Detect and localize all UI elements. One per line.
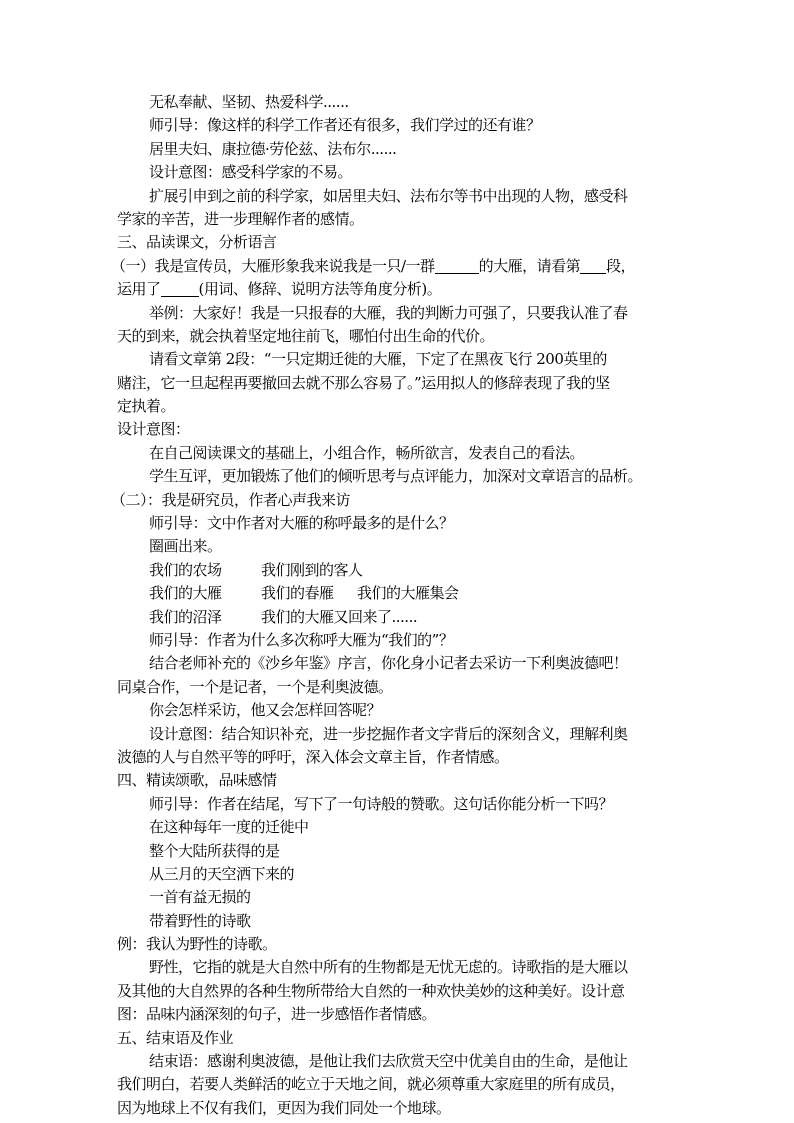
text-line: 定执着。 — [117, 397, 176, 416]
text-line: 请看文章第 2段：“一只定期迁徙的大雁，下定了在黑夜飞行 200英里的 — [149, 350, 607, 369]
text-line: 学家的辛苦，进一步理解作者的感情。 — [117, 209, 364, 228]
section-heading-5: 五、结束语及作业 — [117, 1028, 234, 1047]
text-line: 师引导：作者在结尾，写下了一句诗般的赞歌。这句话你能分析一下吗？ — [149, 794, 614, 813]
text-line — [117, 278, 683, 301]
address-term: 我们刚到的客人 — [261, 560, 363, 579]
address-term: 我们的春雁 — [261, 584, 334, 603]
text-line: 结合老师补充的《沙乡年鉴》序言，你化身小记者去采访一下利奥波德吧！ — [149, 654, 628, 673]
text-line: 结束语：感谢利奥波德，是他让我们去欣赏天空中优美自由的生命，是他让 — [149, 1052, 628, 1071]
text-line: 赌注，它一旦起程再要撤回去就不那么容易了。”运用拟人的修辞表现了我的坚 — [117, 373, 610, 392]
text-line: 居里夫妇、康拉德·劳伦兹、法布尔...... — [149, 139, 397, 158]
section-heading-3: 三、品读课文，分析语言 — [117, 233, 277, 252]
text-line: 举例：大家好！我是一只报春的大雁，我的判断力可强了，只要我认准了春 — [149, 303, 628, 322]
list-item — [117, 606, 683, 629]
address-term: 我们的大雁集会 — [357, 584, 459, 603]
text-line: 野性，它指的就是大自然中所有的生物都是无忧无虑的。诗歌指的是大雁以 — [149, 958, 628, 977]
address-term: 我们的大雁 — [149, 584, 222, 603]
text-line: 及其他的大自然界的各种生物所带给大自然的一种欢快美妙的这种美好。设计意 — [117, 981, 625, 1000]
text-fragment: （一）我是宣传员，大雁形象我来说我是一只/一群 — [111, 256, 435, 275]
text-line — [111, 255, 683, 278]
list-item — [117, 559, 683, 582]
text-line: 因为地球上不仅有我们，更因为我们同处一个地球。 — [117, 1098, 451, 1117]
address-term: 我们的大雁又回来了...... — [261, 607, 418, 626]
text-line: 在自己阅读课文的基础上，小组合作，畅所欲言，发表自己的看法。 — [149, 443, 585, 462]
document-page — [111, 91, 683, 1120]
text-line: 天的到来，就会执着坚定地往前飞，哪怕付出生命的代价。 — [117, 326, 495, 345]
address-term: 我们的沼泽 — [149, 607, 222, 626]
text-line: 我们明白，若要人类鲜活的屹立于天地之间，就必须尊重大家庭里的所有成员， — [117, 1075, 625, 1094]
text-line: 你会怎样采访，他又会怎样回答呢？ — [149, 701, 382, 720]
poem-line: 在这种每年一度的迁徙中 — [149, 818, 309, 837]
text-line: 例：我认为野性的诗歌。 — [117, 935, 277, 954]
poem-line: 从三月的天空洒下来的 — [149, 864, 295, 883]
text-fragment: (用词、修辞、说明方法等角度分析)。 — [198, 280, 442, 299]
text-line: 设计意图： — [117, 420, 190, 439]
text-fragment: 的大雁，请看第 — [478, 256, 581, 275]
poem-line: 带着野性的诗歌 — [149, 911, 251, 930]
poem-line: 整个大陆所获得的是 — [149, 841, 280, 860]
text-line: 师引导：作者为什么多次称呼大雁为“我们的”？ — [149, 630, 454, 649]
fill-blank — [161, 280, 199, 297]
text-line: 扩展引申到之前的科学家，如居里夫妇、法布尔等书中出现的人物，感受科 — [149, 186, 628, 205]
address-term: 我们的农场 — [149, 560, 222, 579]
text-line: 同桌合作，一个是记者，一个是利奥波德。 — [117, 677, 393, 696]
text-fragment: 运用了 — [117, 280, 161, 299]
text-line: 师引导：文中作者对大雁的称呼最多的是什么？ — [149, 514, 454, 533]
text-line: 师引导：像这样的科学工作者还有很多，我们学过的还有谁？ — [149, 116, 541, 135]
text-line: 设计意图：感受科学家的不易。 — [149, 163, 353, 182]
text-line: （二）：我是研究员，作者心声我来访 — [111, 490, 351, 509]
text-line: 波德的人与自然平等的呼吁，深入体会文章主旨，作者情感。 — [117, 747, 509, 766]
poem-line: 一首有益无损的 — [149, 888, 251, 907]
text-line: 设计意图：结合知识补充，进一步挖掘作者文字背后的深刻含义，理解利奥 — [149, 724, 628, 743]
fill-blank — [580, 257, 606, 274]
list-item — [117, 582, 683, 605]
text-line: 图：品味内涵深刻的句子，进一步感悟作者情感。 — [117, 1005, 437, 1024]
text-fragment: 段， — [606, 256, 636, 275]
text-line: 圈画出来。 — [149, 537, 222, 556]
text-line: 学生互评，更加锻炼了他们的倾听思考与点评能力，加深对文章语言的品析。 — [149, 467, 643, 486]
section-heading-4: 四、精读颂歌，品味感情 — [117, 771, 277, 790]
fill-blank — [435, 257, 479, 274]
text-line: 无私奉献、坚韧、热爱科学...... — [149, 93, 349, 111]
